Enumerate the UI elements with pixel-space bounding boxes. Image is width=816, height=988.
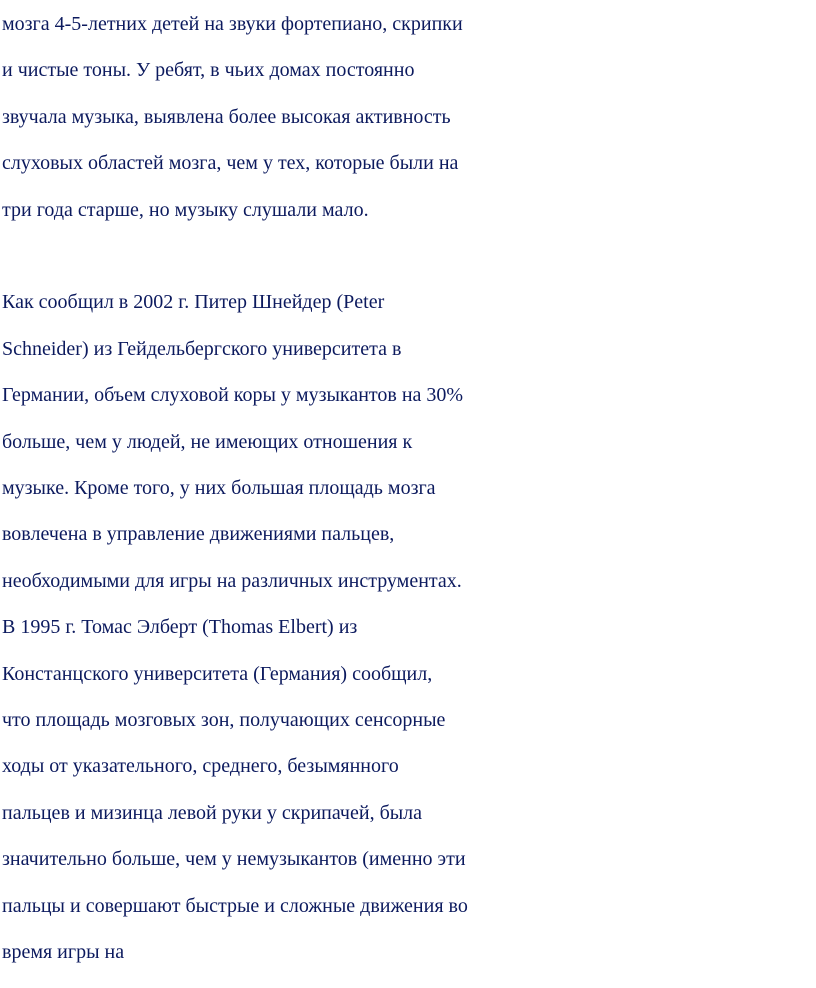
text-line: значительно больше, чем у немузыкантов (именно эти (2, 848, 466, 871)
paragraph-gap (2, 233, 816, 279)
text-line: Schneider) из Гейдельбергского университета в (2, 337, 402, 360)
text-line: мозга 4-5-летних детей на звуки фортепиано, скрипки (2, 13, 463, 35)
text-line: три года старше, но музыку слушали мало. (2, 198, 369, 221)
text-line: слуховых областей мозга, чем у тех, которые были на (2, 152, 459, 175)
text-line: время игры на (2, 941, 125, 964)
text-line: Констанцского университета (Германия) сообщил, (2, 662, 433, 685)
text-line: больше, чем у людей, не имеющих отношения к (2, 430, 413, 453)
text-line: музыке. Кроме того, у них большая площадь мозга (2, 477, 436, 500)
text-line: пальцев и мизинца левой руки у скрипачей, была (2, 801, 423, 824)
paragraph-2 (2, 279, 816, 975)
text-line: ходы от указательного, среднего, безымянного (2, 755, 399, 778)
text-line: звучала музыка, выявлена более высокая активность (2, 105, 451, 128)
text-line: В 1995 г. Томас Элберт (Thomas Elbert) из (2, 616, 358, 639)
text-line: пальцы и совершают быстрые и сложные движения во (2, 894, 468, 917)
text-line: вовлечена в управление движениями пальцев, (2, 523, 395, 546)
text-line: Германии, объем слуховой коры у музыкантов на 30% (2, 384, 464, 407)
paragraph-1 (2, 0, 816, 233)
text-line: что площадь мозговых зон, получающих сенсорные (2, 709, 446, 732)
text-line: Как сообщил в 2002 г. Питер Шнейдер (Peter (2, 291, 385, 314)
text-line: необходимыми для игры на различных инструментах. (2, 569, 462, 592)
text-line: и чистые тоны. У ребят, в чьих домах постоянно (2, 59, 415, 82)
